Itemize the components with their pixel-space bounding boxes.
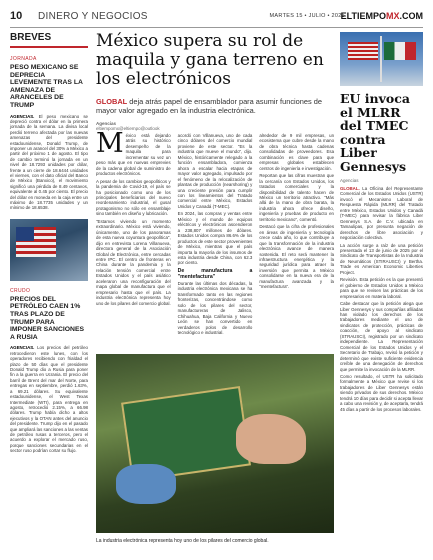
breve-item — [10, 56, 88, 211]
breve-kicker: JORNADA — [10, 56, 37, 62]
article-paragraph: alrededor de 9 mil empresas, un ecosistema que cubre desde la mano de obra técnica hasta cadenas consolidadas de proveedores. Esa combinación es clave para que empresas globales establecen centros de ingeniería e investigación. — [259, 133, 335, 171]
article-paragraph: México está dejando atrás su histórico desempeño de la maquila para incrementar su vez un peso más que en nuevas emprevies de la cadena global de suministro de productos electrónicos. — [96, 128, 171, 177]
masthead-logo — [341, 11, 423, 21]
article-paragraph: Reportan que las cifras muestran que la cercanía con Estados Unidos, los tratados comerciales y la disponibilidad de talento hacen de México un territorio atractivo. "Más allá de la mano de obra barata, la industria ahora ofrece diseño, ingeniería y pruebas de producto en territorio mexicano", comentó. — [259, 173, 335, 222]
breve-text: Los precios del petróleo retrocedieron este lunes, con los operadores recibiendo con frialdad el plazo de 50 días que el presidente Donald Trump dio a Rusia para poner fin a la guerra en Ucrania. El precio del barril de Brent del mar del Norte, para entregas en septiembre, perdió 1.63%, a 69.21 dólares. Su equivalente estadounidense, el West Texas Intermediate (WTI), para entrega en agosto, retrocedió 2.15%, a 66.98 dólares. Trump había dicho a altos ejecutivos y la OTAN antes del anuncio del presidente. Trump dijo en el pasado que ampliará las sanciones a las ventas de petróleo rusas a terceros, pero el acuerdo a explorar el mercado ruso, porque sanciones secundarias en el sector ruso podrían cortar su flujo. — [10, 345, 88, 454]
breve-text: El peso mexicano se depreció contra el dólar en la primera jornada de la semana. La divisa local perdió terreno afectada por las nuevas amenazas del presidente estadounidense, Donald Trump, de imponer un arancel del 30% a México a partir del próximo 1 de agosto. El tipo de cambio terminó la jornada en un nivel de 18.7293 unidades por dólar, frente a un cierre de 18.6444 unidades el viernes, con el dato oficial del Banco de México (Banxico), el movimiento significó una pérdida de 8.49 centavos, equivalente al 0.45 por ciento. El precio del dólar en moneda en la caja entre un máximo de 18.7735 unidades y un mínimo de 18.6538. — [10, 113, 88, 211]
breve-body — [10, 345, 88, 453]
article-subheading: De manufactura a "mentefactura" — [177, 267, 253, 280]
header-divider — [10, 27, 423, 28]
article-paragraph: "Estamos viviendo un momento extraordinario. México está viviendo, únicamente, uno de los panoramas de esta nueva coyuntura geopolítica", dijo en entrevista Lorena Villanueva, directora general de la Asociación Global de Electrónica, entre cercadas entre IPC. El centro de fronteras en China durante la pandemia y la relación tensión comercial entre Estados Unidos y el país asiático aceleraron una reconfiguración del mapa global de manufactura que el empresario hasta que el país. La industria electrónica representa hoy uno de los pilares del comercio global. — [96, 218, 171, 306]
flag-canton — [16, 227, 34, 241]
deck-text: deja atrás papel de ensamblador para asumir funciones de mayor valor agregado en la industria electrónica. — [96, 97, 322, 115]
breve-body — [10, 114, 88, 211]
breve-lead: AGENCIAS. — [10, 345, 35, 351]
side-lead: GLOBAL. — [340, 186, 360, 191]
main-headline: México supera su rol de maquila y gana terreno en los electrónicos — [96, 31, 324, 89]
breves-title: BREVES — [10, 32, 88, 48]
side-paragraph: Revisión. Esta petición es la que presentó el gobierno de Estados Unidos a México para que se revisen las prácticas de los empresarios en materia laboral. — [340, 277, 423, 299]
side-headline: EU invoca el MLRR del TMEC contra Liber Gennesys — [340, 91, 410, 174]
flagpole-graphic — [380, 36, 382, 82]
logo-prefix: ELTIEMPO — [340, 11, 386, 21]
issue-date: MARTES 15 • JULIO • 2025 — [269, 13, 345, 19]
article-column-3 — [259, 133, 334, 337]
hand-graphic — [236, 414, 306, 464]
photo-caption: La industria electrónica representa hoy uno de los pilares del comercio global. — [96, 538, 269, 544]
breve-lead: AGENCIAS. — [10, 113, 35, 119]
side-paragraph: GLOBAL. La Oficina del Representante Comercial de los Estados Unidos (USTR) invocó el Mecanismo Laboral de Respuesta Rápida (MLRR) del Tratado entre México, Estados Unidos y Canadá (T-MEC) para revisar la fábrica Liber Gennesys S.A. de C.V. ubicada en Tamaulipas, por presunta negación de derechos de libre asociación y negociación colectiva. — [340, 186, 423, 241]
glove-graphic — [116, 464, 176, 504]
electronics-photo — [96, 354, 334, 533]
flags-photo — [340, 32, 423, 86]
oil-photo — [10, 219, 88, 281]
article-paragraph: acordó con Villanueva, uno de cada cinco dólares del comercio mundial proviene de este sector. "Es la industria que mueve el mundo", dijo. México, históricamente relegado a la función ensambladora, comienza ahora a escalar hacia etapas de mayor valor agregado, impulsado por el fenómeno de la relocalización de plantas de producción (nearshoring) y una creciente presión para cumplir con los lineamientos del Tratado comercial entre México, Estados Unidos y Canadá (T-MEC). — [177, 133, 253, 209]
logo-tail: .COM — [399, 11, 423, 21]
side-credit: Agencias — [340, 178, 359, 183]
breve-kicker: CRUDO — [10, 287, 31, 294]
article-paragraph: En 2024, las compras y ventas entre México y el mundo de equipos eléctricos y electrónicos ascendieron a 238,807 millones de dólares. Estados Unidos compra 86.6% de los productos de este sector provenientes de México, mientras que el país importa la mayoría de los insumos de esta industria desde China, con 62.3 por ciento. — [177, 211, 253, 266]
article-paragraph: A pesar de los cambios geopolíticos y la pandemia de Covid-19, el país se ha posicionado como uno de los principales beneficiarios del nuevo reordenamiento industrial, el gusal protagonismo no sólo en ensamblaje sino también en diseño y lubricación. — [96, 178, 171, 217]
drop-cap: M — [96, 128, 124, 159]
us-flag-graphic — [348, 42, 378, 60]
breve-item — [10, 288, 88, 454]
article-paragraph: Durante las últimas dos décadas, la industria electrónica mexicana se ha transformado tanto en las regiones fronterizas, concentrándose como solo de los pilares del sector, manufactureras de Jalisco, Chihuahua, Baja California y Nuevo León se han convertido en verdaderos polos de desarrollo tecnológico e industrial. — [177, 280, 253, 335]
credit-email: eltiempomx@eltiempo@outlook — [96, 126, 160, 131]
breve-headline: PRECIOS DEL PETRÓLEO CAEN 1% TRAS PLAZO DE TRUMP PARA IMPONER SANCIONES A RUSIA — [10, 295, 85, 341]
page-header — [10, 10, 423, 26]
side-body — [340, 186, 423, 412]
article-paragraph: Destacó que la cifra de profesionales en áreas de ingeniería y tecnología crece cada año, lo que contribuye a que la transformación de la industria electrónica avance de manera sostenida. El reto será mantener la infraestructura energética y la seguridad jurídica para atraer la inversión que permita a México consolidarse en la nueva era de la manufactura avanzada y la "mentefactura". — [259, 224, 335, 290]
side-paragraph: Cabe destacar que la petición alega que Liber Gennesys y sus compañías afiliadas han violado los derechos de los trabajadores mediante el uso de sindicatos de protección, prácticas de coacción, de apoyo al sindicato (STRAUSCI), registrado por un sindicato independiente. La Representación Comercial de los Estados Unidos y el Secretario de Trabajo, revisó la petición y determinó que existe suficiente evidencia creíble de una denegación de derechos que permite la invocación de la MLRR. — [340, 301, 423, 372]
side-article — [340, 32, 423, 414]
section-name: DINERO Y NEGOCIOS — [38, 11, 148, 22]
side-paragraph: Como resultado, el USTR ha solicitado formalmente a México que revise si los trabajadores de Liber Gennesys están siendo privados de sus derechos. México tendrá 10 días para decidir si acepta llevar a cabo una revisión y, de aceptarla, tendrá 45 días a partir de los procesos laborales. — [340, 373, 423, 412]
breve-headline: PESO MEXICANO SE DEPRECIA LEVEMENTE TRAS LA AMENAZA DE ARANCELES DE TRUMP — [10, 64, 83, 109]
credit-agency: Agencias — [96, 121, 117, 126]
mexico-flag-graphic — [384, 42, 416, 60]
logo-suffix: MX — [386, 11, 400, 21]
side-paragraph: La acción surge a raíz de una petición presentada el 13 de junio de 2025 por el Sindicato de Transportistas de la Industria de Neumáticos (STIRAUSCI) y Bertha. Trade es American Economic Liberties Project. — [340, 242, 423, 275]
main-deck — [96, 97, 334, 115]
deck-lead: GLOBAL — [96, 97, 128, 106]
main-article — [96, 32, 334, 337]
page-number: 10 — [10, 10, 23, 22]
breves-column — [10, 32, 88, 552]
article-column-2 — [178, 133, 253, 337]
main-credit — [96, 121, 334, 131]
